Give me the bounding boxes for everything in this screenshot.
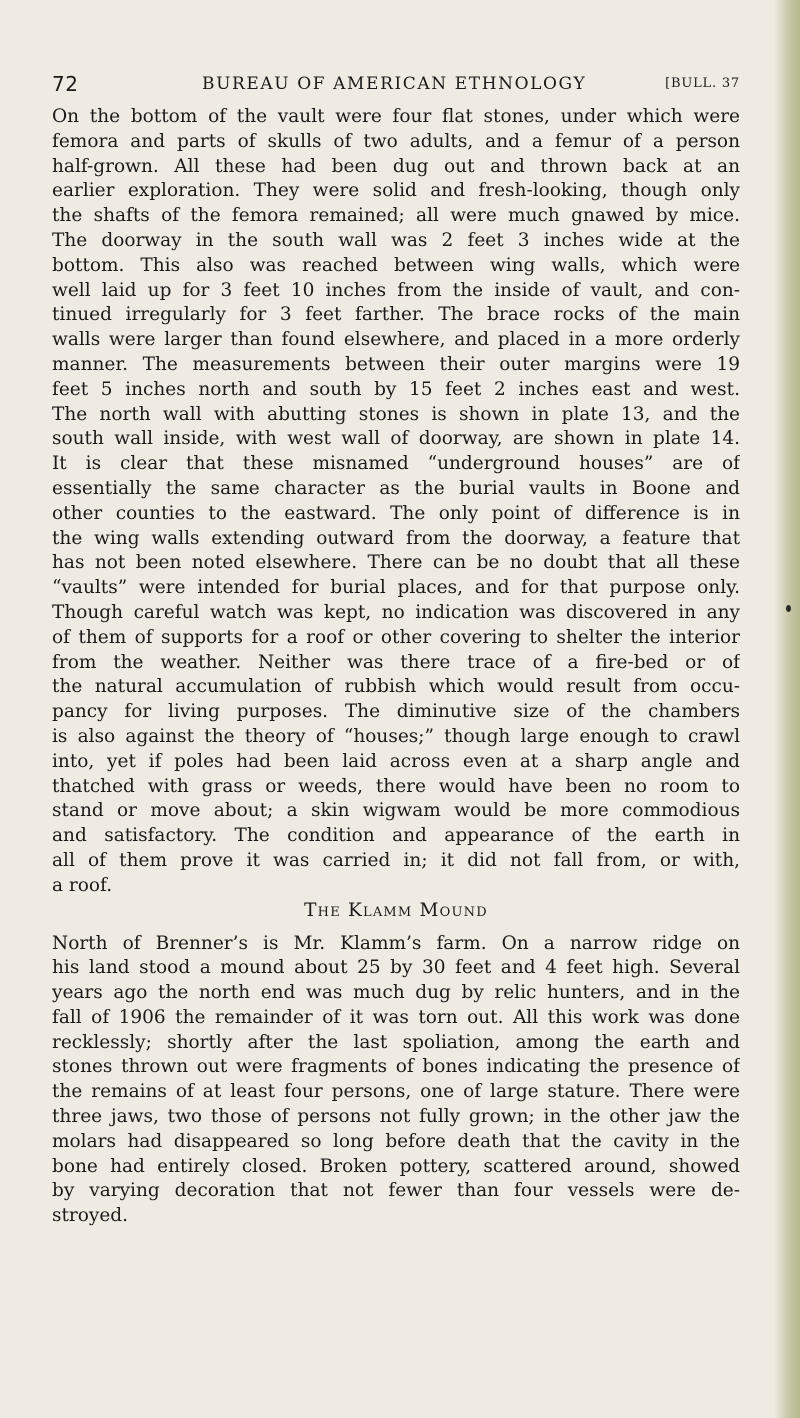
text-line: a roof. — [52, 874, 113, 896]
text-line: North of Brenner’s is Mr. Klamm’s farm. On a narrow ridge on — [52, 932, 740, 954]
text-line: earlier exploration. They were solid and fresh-looking, though only — [52, 180, 740, 202]
text-line: thatched with grass or weeds, there would have been no room to — [52, 775, 740, 797]
ink-speck — [786, 605, 791, 612]
text-line: femora and parts of skulls of two adults, and a femur of a person — [52, 130, 740, 152]
text-line: half-grown. All these had been dug out and thrown back at an — [52, 155, 740, 177]
text-line: the wing walls extending outward from the doorway, a feature that — [52, 527, 740, 549]
text-line: bone had entirely closed. Broken pottery, scattered around, showed — [52, 1155, 740, 1177]
text-line: of them of supports for a roof or other covering to shelter the interior — [52, 626, 740, 648]
text-line: molars had disappeared so long before death that the cavity in the — [52, 1130, 740, 1152]
section-heading: The Klamm Mound — [304, 899, 488, 921]
text-line: pancy for living purposes. The diminutive size of the chambers — [52, 701, 740, 723]
page-edge — [774, 0, 800, 1418]
text-line: has not been noted elsewhere. There can be no doubt that all these — [52, 552, 740, 574]
text-line: other counties to the eastward. The only point of difference is in — [52, 502, 740, 524]
text-line: recklessly; shortly after the last spoliation, among the earth and — [52, 1031, 740, 1053]
text-line: three jaws, two those of persons not fully grown; in the other jaw the — [52, 1106, 740, 1128]
text-line: well laid up for 3 feet 10 inches from the inside of vault, and con- — [52, 279, 740, 301]
text-line: stand or move about; a skin wigwam would be more commodious — [52, 800, 740, 822]
text-line: essentially the same character as the burial vaults in Boone and — [52, 477, 740, 499]
running-head — [52, 60, 742, 100]
text-line: and satisfactory. The condition and appearance of the earth in — [52, 825, 740, 847]
text-line: bottom. This also was reached between wing walls, which were — [52, 254, 740, 276]
text-line: stroyed. — [52, 1205, 129, 1227]
text-line: the natural accumulation of rubbish which would result from occu- — [52, 676, 740, 698]
text-line: It is clear that these misnamed “underground houses” are of — [52, 453, 740, 475]
text-line: feet 5 inches north and south by 15 feet 2 inches east and west. — [52, 378, 740, 400]
text-line: manner. The measurements between their outer margins were 19 — [52, 353, 740, 375]
bulletin-reference: [BULL. 37 — [665, 76, 740, 91]
text-line: is also against the theory of “houses;” though large enough to crawl — [52, 725, 740, 747]
text-line: “vaults” were intended for burial places, and for that purpose only. — [52, 577, 740, 599]
text-line: from the weather. Neither was there trace of a fire-bed or of — [52, 651, 740, 673]
body-text — [52, 105, 740, 1229]
text-line: The doorway in the south wall was 2 feet 3 inches wide at the — [52, 229, 740, 251]
text-line: the shafts of the femora remained; all were much gnawed by mice. — [52, 205, 740, 227]
text-line: into, yet if poles had been laid across even at a sharp angle and — [52, 750, 740, 772]
text-line: all of them prove it was carried in; it did not fall from, or with, — [52, 849, 740, 871]
text-line: walls were larger than found elsewhere, and placed in a more orderly — [52, 329, 740, 351]
text-line: The north wall with abutting stones is shown in plate 13, and the — [52, 403, 740, 425]
text-line: years ago the north end was much dug by relic hunters, and in the — [52, 982, 740, 1004]
paragraph-klamm-mound — [52, 932, 740, 1230]
paragraph-vaults — [52, 105, 740, 899]
text-line: fall of 1906 the remainder of it was torn out. All this work was done — [52, 1006, 740, 1028]
text-line: the remains of at least four persons, one of large stature. There were — [52, 1081, 740, 1103]
text-line: stones thrown out were fragments of bones indicating the presence of — [52, 1056, 740, 1078]
page-number: 72 — [52, 72, 79, 96]
text-line: On the bottom of the vault were four flat stones, under which were — [52, 106, 740, 127]
text-line: Though careful watch was kept, no indication was discovered in any — [52, 601, 740, 623]
text-line: by varying decoration that not fewer than four vessels were de- — [52, 1180, 740, 1202]
text-line: tinued irregularly for 3 feet farther. The brace rocks of the main — [52, 304, 740, 326]
text-line: south wall inside, with west wall of doorway, are shown in plate 14. — [52, 428, 740, 450]
text-line: his land stood a mound about 25 by 30 feet and 4 feet high. Several — [52, 957, 740, 979]
running-title: BUREAU OF AMERICAN ETHNOLOGY — [202, 74, 587, 94]
